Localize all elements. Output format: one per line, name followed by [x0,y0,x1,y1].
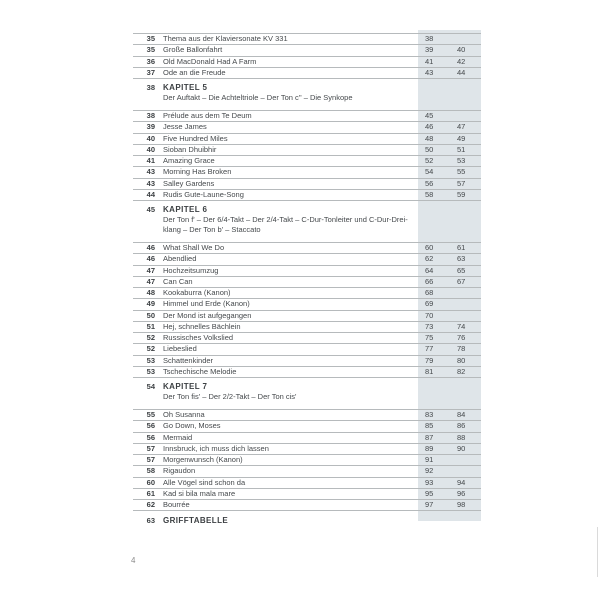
chapter-title: KAPITEL 6 [163,205,208,214]
toc-row [133,443,481,454]
page-ref-1: 95 [425,488,434,498]
page-ref-2: 88 [457,432,466,442]
song-title: Sioban Dhuibhir [163,144,217,154]
book-page-number: 43 [146,178,155,188]
footer-page-number: 4 [131,556,136,565]
chapter-book-page-number: 45 [146,205,155,214]
chapter-title-line [133,83,481,93]
song-title: Tschechische Melodie [163,366,237,376]
song-title: Thema aus der Klaviersonate KV 331 [163,34,288,43]
toc-row [133,287,481,298]
page-ref-1: 93 [425,477,434,487]
song-title: Rigaudon [163,466,196,476]
page-ref-1: 66 [425,276,434,286]
toc-row [133,144,481,155]
page-ref-1: 77 [425,344,434,354]
book-page-number: 47 [146,265,155,275]
page-ref-1: 46 [425,122,434,132]
song-title: Liebeslied [163,344,197,354]
toc-row [133,465,481,476]
page-ref-2: 42 [457,56,466,66]
page-ref-1: 41 [425,56,434,66]
book-page-number: 38 [146,111,155,120]
song-title: Himmel und Erde (Kanon) [163,299,250,309]
song-title: Der Mond ist aufgegangen [163,310,252,320]
book-page-number: 52 [146,344,155,354]
chapter-title-line [133,516,481,526]
song-title: Can Can [163,276,193,286]
page-ref-1: 87 [425,432,434,442]
book-page-number: 57 [146,455,155,464]
toc-row [133,366,481,377]
chapter-title: KAPITEL 7 [163,382,208,391]
toc-row [133,155,481,166]
song-group [133,242,481,378]
page-ref-1: 85 [425,421,434,431]
chapter-heading-block [133,516,481,526]
toc-row [133,409,481,420]
song-group [133,33,481,79]
song-title: Hej, schnelles Bächlein [163,321,241,331]
song-title: Five Hundred Miles [163,133,228,143]
toc-content [133,33,481,533]
chapter-subtitle-line: Der Auftakt – Die Achteltriole – Der Ton c'' – Die Synkope [163,93,353,102]
page-ref-1: 92 [425,466,434,476]
page-ref-2: 76 [457,333,466,342]
chapter-title: GRIFFTABELLE [163,516,229,526]
page-ref-1: 45 [425,111,434,120]
toc-row [133,44,481,55]
page-ref-1: 89 [425,443,434,453]
book-page-number: 53 [146,366,155,376]
book-page-number: 37 [146,67,155,77]
book-page-number: 40 [146,133,155,143]
book-page-number: 55 [146,410,155,419]
toc-row [133,33,481,44]
page-ref-2: 59 [457,189,466,199]
song-title: Morgenwunsch (Kanon) [163,455,243,464]
book-page-number: 56 [146,432,155,442]
song-title: Abendlied [163,254,197,264]
toc-row [133,298,481,309]
chapter-book-page-number: 38 [146,83,155,92]
page-ref-2: 84 [457,410,466,419]
page-ref-2: 51 [457,144,466,154]
page-ref-2: 47 [457,122,466,132]
song-title: What Shall We Do [163,243,225,252]
song-title: Prélude aus dem Te Deum [163,111,252,120]
song-title: Kad si bila mala mare [163,488,236,498]
book-page-number: 61 [146,488,155,498]
song-title: Hochzeitsumzug [163,265,219,275]
book-page-number: 35 [146,34,155,43]
toc-row [133,178,481,189]
toc-row [133,253,481,264]
song-title: Innsbruck, ich muss dich lassen [163,443,269,453]
chapter-book-page-number: 63 [146,516,155,526]
page-ref-1: 70 [425,310,434,320]
song-title: Morning Has Broken [163,167,232,177]
toc-row [133,332,481,343]
page-ref-1: 43 [425,67,434,77]
toc-row [133,420,481,431]
book-page-number: 36 [146,56,155,66]
book-page-number: 50 [146,310,155,320]
page-ref-1: 91 [425,455,434,464]
toc-row [133,67,481,78]
toc-row [133,265,481,276]
page-ref-2: 65 [457,265,466,275]
song-group [133,409,481,511]
song-title: Jesse James [163,122,207,132]
toc-row [133,310,481,321]
book-page-number: 47 [146,276,155,286]
page-ref-2: 90 [457,443,466,453]
song-title: Große Ballonfahrt [163,45,223,55]
book-page-number: 44 [146,189,155,199]
toc-row [133,133,481,144]
toc-row [133,166,481,177]
page-ref-2: 98 [457,500,466,509]
page-ref-1: 56 [425,178,434,188]
chapter-title-line [133,382,481,392]
page-ref-2: 40 [457,45,466,55]
song-title: Amazing Grace [163,156,215,165]
song-title: Oh Susanna [163,410,205,419]
chapter-subtitle-line: Der Ton f' – Der 6/4-Takt – Der 2/4-Takt – C-Dur-Tonleiter und C-Dur-Drei- [163,215,408,224]
song-title: Alle Vögel sind schon da [163,477,246,487]
song-title: Schattenkinder [163,355,214,365]
page-ref-1: 62 [425,254,434,264]
song-title: Rudis Gute-Laune-Song [163,189,244,199]
song-title: Kookaburra (Kanon) [163,288,231,297]
song-title: Bourrée [163,500,190,509]
page-ref-1: 69 [425,299,434,309]
page-ref-2: 44 [457,67,466,77]
page-ref-2: 63 [457,254,466,264]
book-page-number: 52 [146,333,155,342]
book-page-number: 46 [146,254,155,264]
page-ref-1: 97 [425,500,434,509]
toc-row [133,477,481,488]
page-ref-2: 78 [457,344,466,354]
page-ref-1: 75 [425,333,434,342]
chapter-subtitle-line: Der Ton fis' – Der 2/2-Takt – Der Ton cis' [163,392,297,401]
toc-row [133,121,481,132]
page-ref-2: 94 [457,477,466,487]
page-ref-1: 60 [425,243,434,252]
toc-row [133,355,481,366]
book-page-number: 48 [146,288,155,297]
page-ref-1: 50 [425,144,434,154]
page-ref-1: 83 [425,410,434,419]
book-page-number: 39 [146,122,155,132]
page-ref-2: 67 [457,276,466,286]
book-page-number: 53 [146,355,155,365]
book-page-number: 49 [146,299,155,309]
page-ref-2: 49 [457,133,466,143]
book-page-number: 57 [146,443,155,453]
page-ref-2: 53 [457,156,466,165]
toc-row [133,56,481,67]
page-edge-line [597,527,598,577]
song-title: Mermaid [163,432,193,442]
book-page-number: 58 [146,466,155,476]
page-ref-2: 80 [457,355,466,365]
page-ref-2: 86 [457,421,466,431]
page-ref-2: 74 [457,321,466,331]
toc-row [133,189,481,200]
song-title: Ode an die Freude [163,67,226,77]
song-group [133,110,481,201]
page-ref-1: 81 [425,366,434,376]
page-ref-2: 57 [457,178,466,188]
toc-row [133,110,481,121]
book-page-number: 46 [146,243,155,252]
page-ref-1: 39 [425,45,434,55]
song-title: Salley Gardens [163,178,215,188]
page-ref-2: 96 [457,488,466,498]
page-ref-1: 73 [425,321,434,331]
toc-row [133,343,481,354]
chapter-title: KAPITEL 5 [163,83,208,92]
page-ref-1: 68 [425,288,434,297]
chapter-title-line [133,205,481,215]
chapter-book-page-number: 54 [146,382,155,391]
song-title: Go Down, Moses [163,421,221,431]
book-page-number: 60 [146,477,155,487]
page-ref-2: 55 [457,167,466,177]
toc-row [133,454,481,465]
toc-row [133,432,481,443]
book-page-number: 62 [146,500,155,509]
song-title: Old MacDonald Had A Farm [163,56,257,66]
page-ref-1: 38 [425,34,434,43]
page-ref-2: 61 [457,243,466,252]
book-page-number: 43 [146,167,155,177]
page-ref-1: 48 [425,133,434,143]
page-ref-2: 82 [457,366,466,376]
toc-row [133,276,481,287]
book-page-number: 41 [146,156,155,165]
toc-row [133,321,481,332]
song-title: Russisches Volkslied [163,333,234,342]
page-ref-1: 54 [425,167,434,177]
book-page-number: 35 [146,45,155,55]
toc-row [133,499,481,510]
chapter-heading-block [133,83,481,103]
page-ref-1: 52 [425,156,434,165]
page-ref-1: 58 [425,189,434,199]
page-ref-1: 79 [425,355,434,365]
chapter-heading-block [133,382,481,402]
book-page-number: 40 [146,144,155,154]
book-page-number: 51 [146,321,155,331]
toc-row [133,488,481,499]
chapter-subtitle-line: klang – Der Ton b' – Staccato [163,225,261,234]
toc-row [133,242,481,253]
page-ref-1: 64 [425,265,434,275]
chapter-heading-block [133,205,481,235]
book-page-number: 56 [146,421,155,431]
